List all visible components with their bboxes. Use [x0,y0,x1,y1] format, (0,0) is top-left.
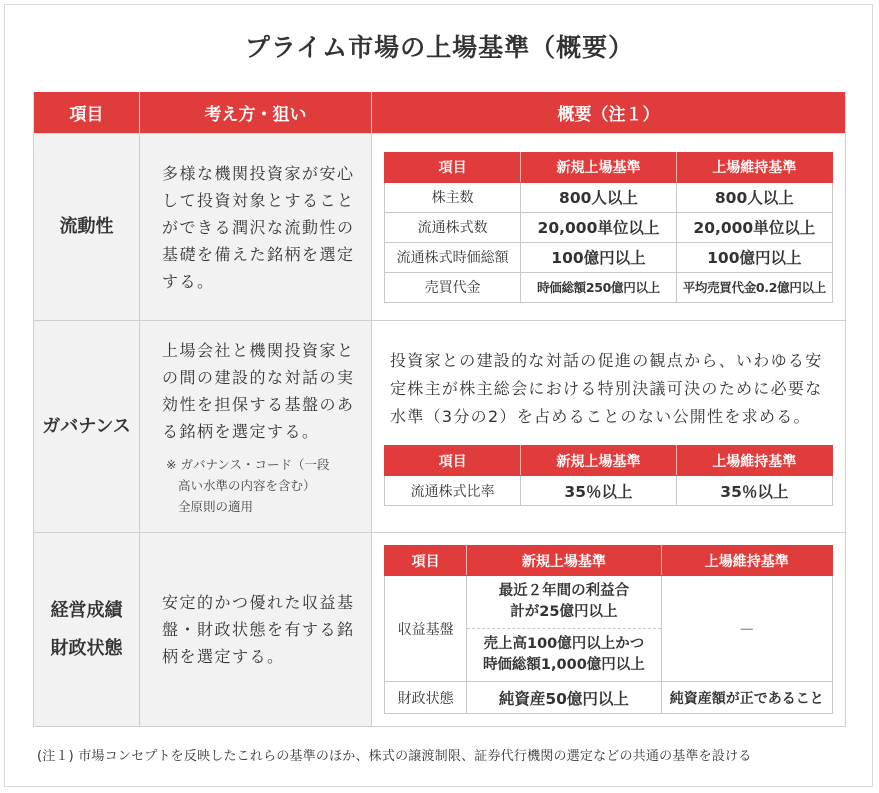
liquidity-aim: 多様な機関投資家が安心して投資対象とすることができる潤沢な流動性の基礎を備えた銘柄を選定する。 [162,163,355,291]
note-line: 全原則の適用 [178,498,254,514]
new-listing-value: 時価総額250億円以上 [521,272,676,302]
governance-criteria-table [384,445,833,506]
liquidity-row [34,134,846,321]
new-listing-value: 最近２年間の利益合計が25億円以上 [467,576,661,629]
new-listing-value: 純資産50億円以上 [467,682,661,714]
sub-header-new: 新規上場基準 [467,546,661,576]
liquidity-category: 流動性 [34,134,140,321]
sub-header-new: 新規上場基準 [521,446,676,476]
finance-overview-cell [372,533,846,727]
footnote: (注１) 市場コンセプトを反映したこれらの基準のほか、株式の譲渡制限、証券代行機関の選定などの共通の基準を設ける [37,749,752,764]
finance-aim: 安定的かつ優れた収益基盤・財政状態を有する銘柄を選定する。 [162,593,355,666]
table-row [385,242,833,272]
finance-category-line: 経営成績 [50,599,123,621]
row-label: 収益基盤 [385,576,467,682]
maintenance-value: 20,000単位以上 [676,212,832,242]
new-listing-value: 35％以上 [521,476,676,506]
row-label: 流通株式比率 [385,476,521,506]
sub-header-keep: 上場維持基準 [676,152,832,182]
maintenance-value: 100億円以上 [676,242,832,272]
sub-header-item: 項目 [385,152,521,182]
maintenance-value: 800人以上 [676,182,832,212]
governance-aim-cell [140,321,372,533]
governance-aim: 上場会社と機関投資家との間の建設的な対話の実効性を担保する基盤のある銘柄を選定する。 [162,340,355,441]
liquidity-criteria-table [384,152,833,303]
maintenance-value: － [661,576,832,682]
header-row [34,92,846,134]
finance-aim-cell [140,533,372,727]
header-aim: 考え方・狙い [140,92,372,134]
header-item: 項目 [34,92,140,134]
table-row [385,576,833,629]
header-overview: 概要（注１） [372,92,846,134]
page-title: プライム市場の上場基準（概要） [244,33,635,62]
listing-criteria-table [33,91,846,727]
liquidity-aim-cell [140,134,372,321]
governance-code-note [162,454,355,517]
governance-overview-cell [372,321,846,533]
governance-row [34,321,846,533]
sub-header-item: 項目 [385,446,521,476]
table-row [385,182,833,212]
new-listing-value: 100億円以上 [521,242,676,272]
row-label: 流通株式時価総額 [385,242,521,272]
row-label: 財政状態 [385,682,467,714]
sub-header-item: 項目 [385,546,467,576]
sub-header-keep: 上場維持基準 [661,546,832,576]
new-listing-value: 800人以上 [521,182,676,212]
sub-header-keep: 上場維持基準 [676,446,832,476]
note-line: 高い水準の内容を含む） [178,477,316,493]
row-label: 売買代金 [385,272,521,302]
row-label: 株主数 [385,182,521,212]
row-label: 流通株式数 [385,212,521,242]
finance-criteria-table [384,545,833,714]
table-row [385,272,833,302]
sub-header-new: 新規上場基準 [521,152,676,182]
maintenance-value: 35％以上 [676,476,832,506]
new-listing-value: 20,000単位以上 [521,212,676,242]
governance-category: ガバナンス [34,321,140,533]
finance-category-line: 財政状態 [50,637,123,659]
table-row [385,476,833,506]
note-line: ※ ガバナンス・コード（一段 [166,456,330,472]
new-listing-value: 売上高100億円以上かつ時価総額1,000億円以上 [467,629,661,682]
table-row [385,682,833,714]
liquidity-overview-cell [372,134,846,321]
table-row [385,212,833,242]
governance-overview: 投資家との建設的な対話の促進の観点から、いわゆる安定株主が株主総会における特別決議可決のために必要な水準（3分の2）を占めることのない公開性を求める。 [390,351,823,426]
maintenance-value: 平均売買代金0.2億円以上 [676,272,832,302]
maintenance-value: 純資産額が正であること [661,682,832,714]
finance-category [34,533,140,727]
finance-row [34,533,846,727]
